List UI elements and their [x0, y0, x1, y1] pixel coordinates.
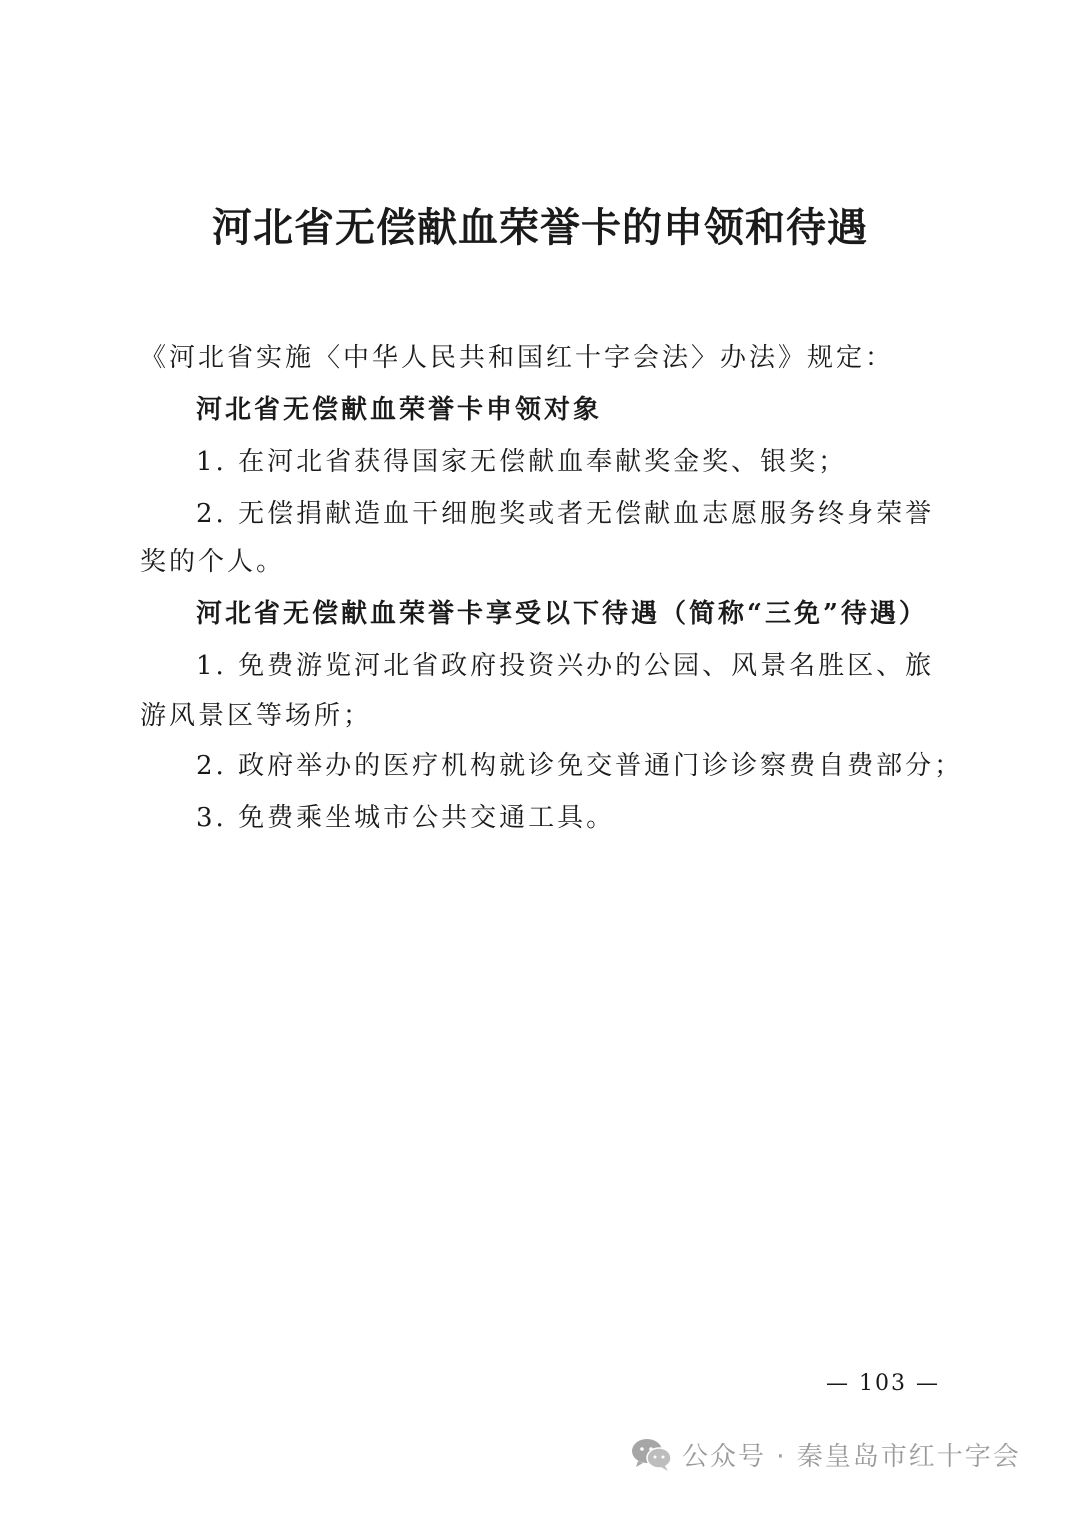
section1-item-2-line1: 2. 无偿捐献造血干细胞奖或者无偿献血志愿服务终身荣誉: [196, 499, 935, 529]
wechat-watermark: [630, 1432, 1021, 1476]
section1-heading: 河北省无偿献血荣誉卡申领对象: [196, 395, 603, 425]
wechat-icon: [630, 1436, 674, 1472]
intro-paragraph: 《河北省实施〈中华人民共和国红十字会法〉办法》规定：: [140, 343, 895, 373]
section1-item-1: 1. 在河北省获得国家无偿献血奉献奖金奖、银奖；: [196, 447, 848, 477]
section2-heading: 河北省无偿献血荣誉卡享受以下待遇（简称“三免”待遇）: [196, 599, 928, 629]
section2-item-3: 3. 免费乘坐城市公共交通工具。: [196, 803, 616, 833]
section2-item-1-line1: 1. 免费游览河北省政府投资兴办的公园、风景名胜区、旅: [196, 651, 935, 681]
page-number: — 103 —: [826, 1371, 940, 1396]
section2-item-2: 2. 政府举办的医疗机构就诊免交普通门诊诊察费自费部分；: [196, 751, 964, 781]
page-title: 河北省无偿献血荣誉卡的申领和待遇: [212, 204, 868, 251]
section2-item-1-line2: 游风景区等场所；: [140, 701, 373, 731]
section1-item-2-line2: 奖的个人。: [140, 547, 286, 577]
watermark-text: 公众号 · 秦皇岛市红十字会: [682, 1441, 1021, 1472]
